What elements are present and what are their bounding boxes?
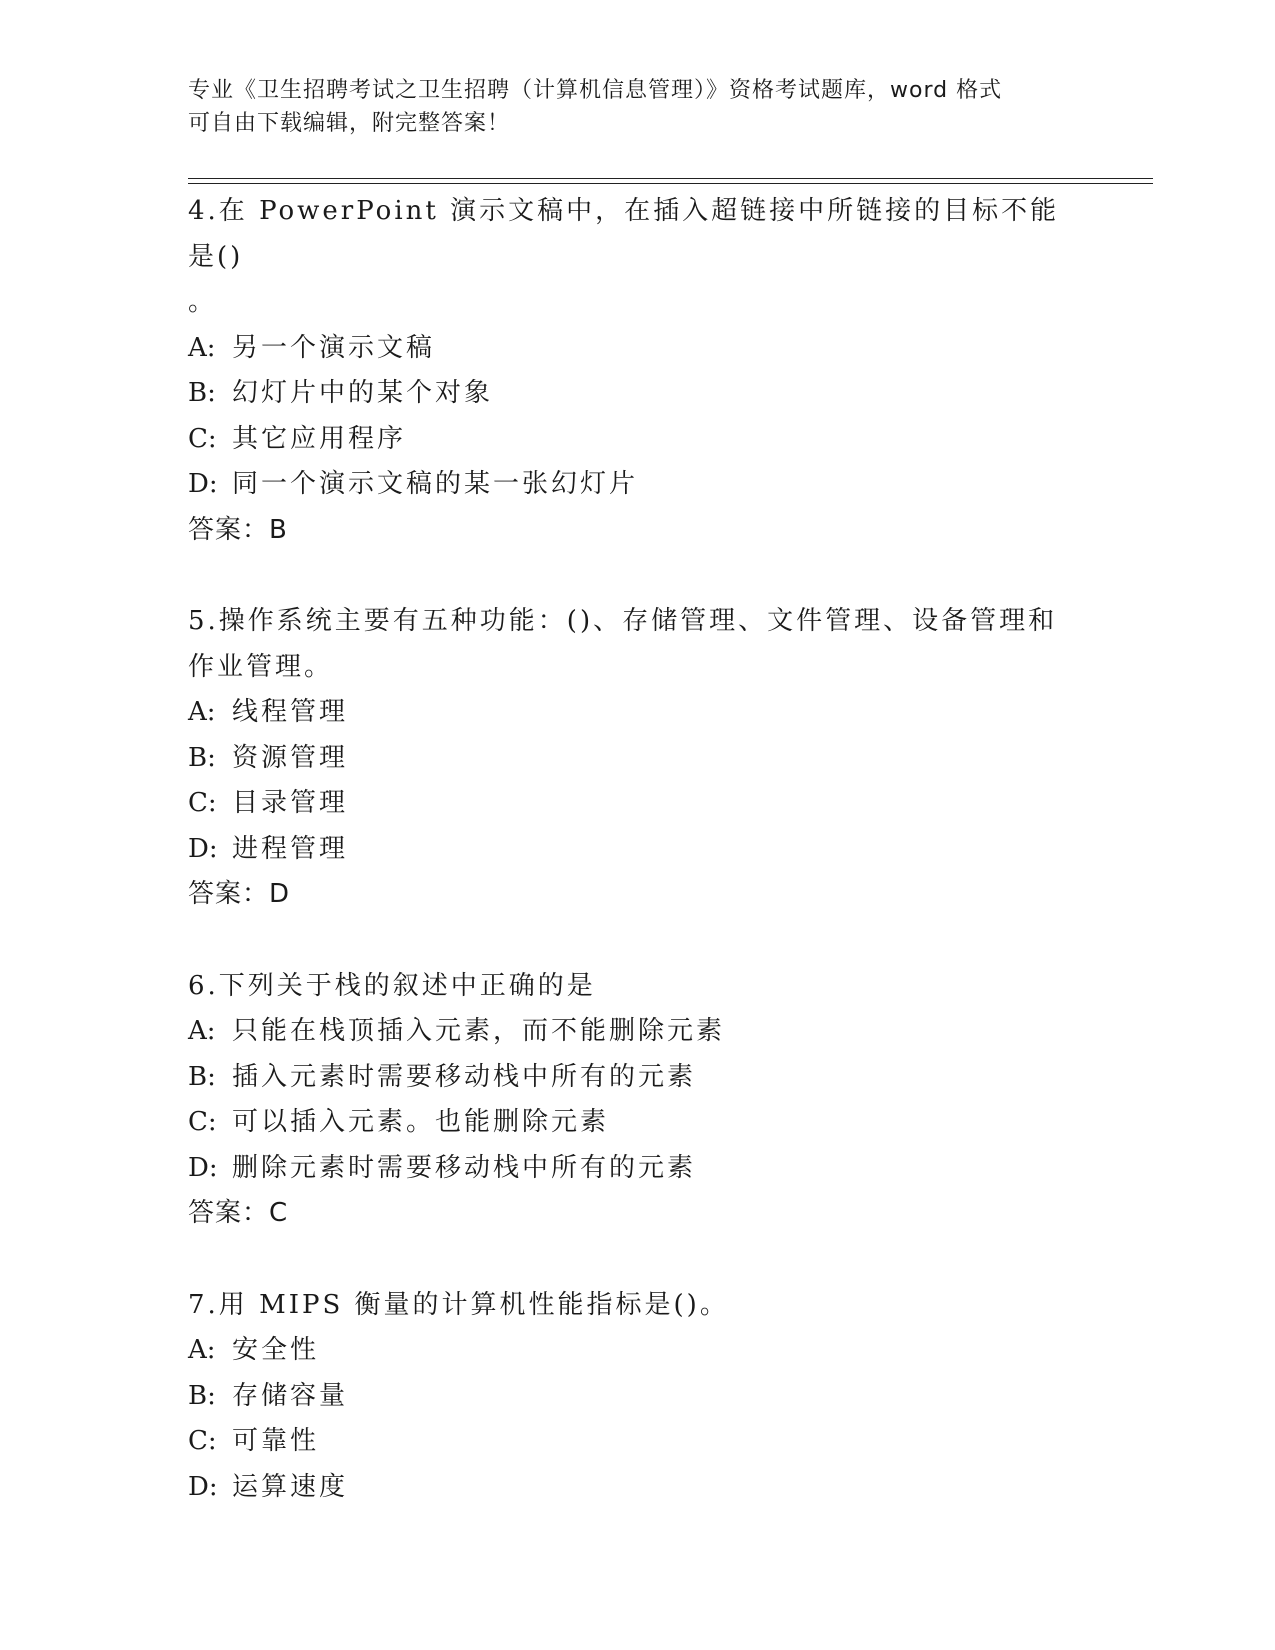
option-text: 幻灯片中的某个对象	[232, 378, 494, 408]
option-letter: C:	[188, 1107, 217, 1137]
option-letter: C:	[188, 423, 217, 454]
header-divider-bottom	[188, 183, 1153, 184]
answer-line: 答案：B	[188, 514, 288, 545]
option-a	[188, 1009, 1088, 1055]
option-b	[188, 1374, 1088, 1420]
option-letter: B:	[188, 378, 216, 408]
option-letter: A:	[188, 332, 216, 363]
header-divider-top	[188, 178, 1153, 179]
option-b	[188, 736, 1088, 782]
option-text: 只能在栈顶插入元素，而不能删除元素	[232, 1016, 726, 1046]
option-a	[188, 690, 1088, 736]
option-text: 进程管理	[232, 833, 349, 864]
option-letter: B:	[188, 742, 216, 773]
option-letter: B:	[188, 1380, 216, 1411]
question-stem: 5.操作系统主要有五种功能：()、存储管理、文件管理、设备管理和 作业管理。	[188, 606, 1058, 682]
option-d	[188, 827, 1088, 873]
option-text: 可以插入元素。也能删除元素	[232, 1107, 610, 1137]
option-c	[188, 781, 1088, 827]
option-text: 线程管理	[232, 697, 349, 727]
answer-line: 答案：C	[188, 1198, 289, 1228]
question-stem: 7.用 MIPS 衡量的计算机性能指标是()。	[188, 1289, 729, 1320]
question-7	[188, 1282, 1088, 1511]
option-letter: C:	[188, 788, 217, 818]
option-text: 安全性	[232, 1335, 320, 1365]
spacer	[188, 553, 1088, 598]
spacer	[188, 918, 1088, 963]
question-5	[188, 598, 1088, 918]
option-text: 资源管理	[232, 742, 349, 773]
answer-line: 答案：D	[188, 879, 291, 909]
question-4	[188, 188, 1088, 553]
option-c	[188, 1419, 1088, 1465]
option-text: 另一个演示文稿	[232, 332, 436, 363]
question-stem: 6.下列关于栈的叙述中正确的是	[188, 970, 596, 1001]
option-letter: D:	[188, 1471, 218, 1502]
option-letter: D:	[188, 1152, 218, 1183]
option-text: 运算速度	[232, 1471, 349, 1502]
option-letter: B:	[188, 1061, 216, 1092]
option-text: 删除元素时需要移动栈中所有的元素	[232, 1152, 697, 1183]
option-d	[188, 462, 1088, 508]
option-b	[188, 1055, 1088, 1101]
option-d	[188, 1146, 1088, 1192]
question-stem: 4.在 PowerPoint 演示文稿中，在插入超链接中所链接的目标不能是() 。	[188, 196, 1060, 317]
option-letter: A:	[188, 697, 216, 727]
option-letter: D:	[188, 469, 218, 499]
spacer	[188, 1237, 1088, 1282]
option-text: 其它应用程序	[232, 423, 407, 454]
question-6	[188, 963, 1088, 1237]
option-c	[188, 1100, 1088, 1146]
header-line-2: 可自由下载编辑，附完整答案！	[188, 111, 511, 136]
question-list	[188, 188, 1088, 1510]
header-line-1: 专业《卫生招聘考试之卫生招聘（计算机信息管理）》资格考试题库，word 格式	[188, 78, 1003, 103]
option-a	[188, 1328, 1088, 1374]
option-c	[188, 417, 1088, 463]
option-letter: A:	[188, 1016, 216, 1046]
option-text: 目录管理	[232, 788, 349, 818]
option-letter: C:	[188, 1426, 217, 1456]
option-text: 可靠性	[232, 1426, 320, 1456]
option-b	[188, 371, 1088, 417]
option-letter: D:	[188, 833, 218, 864]
option-d	[188, 1465, 1088, 1511]
option-text: 插入元素时需要移动栈中所有的元素	[232, 1061, 697, 1092]
option-letter: A:	[188, 1335, 216, 1365]
option-text: 存储容量	[232, 1380, 349, 1411]
option-a	[188, 326, 1088, 372]
option-text: 同一个演示文稿的某一张幻灯片	[232, 469, 639, 499]
document-header	[188, 74, 1088, 140]
